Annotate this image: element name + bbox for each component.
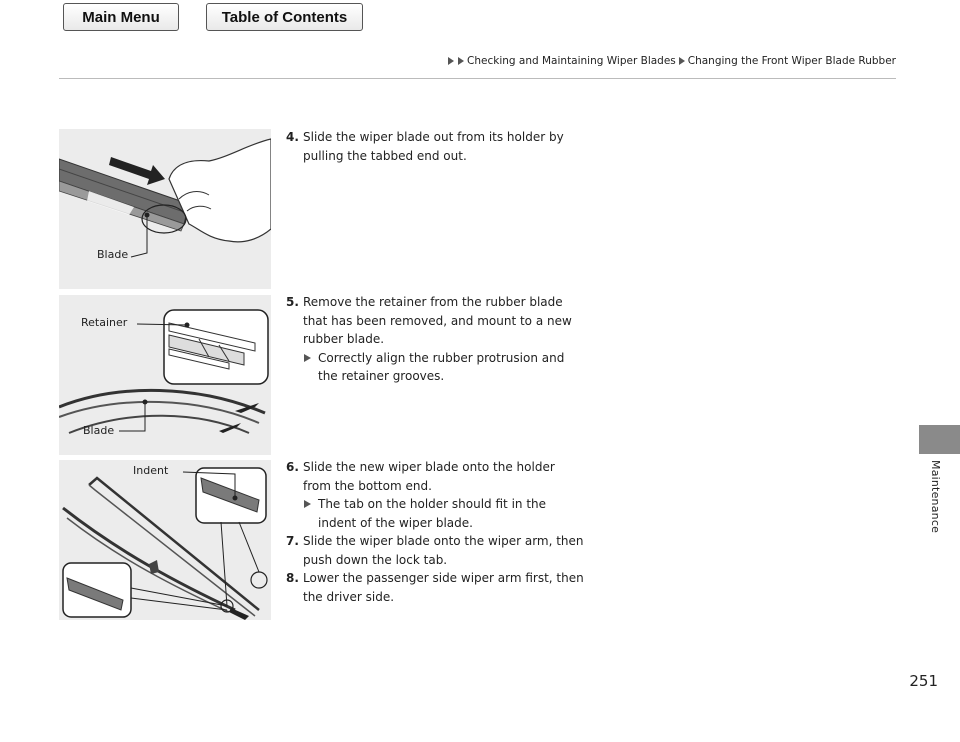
blade-label: Blade bbox=[83, 424, 115, 437]
main-menu-button[interactable]: Main Menu bbox=[63, 3, 179, 31]
figure-install-blade bbox=[59, 460, 271, 620]
step-text: Slide the new wiper blade onto the holder from the bottom end. bbox=[303, 460, 555, 493]
remove-blade-illustration bbox=[59, 129, 271, 289]
retainer-label: Retainer bbox=[81, 316, 128, 329]
breadcrumb-arrow-icon bbox=[458, 57, 464, 65]
breadcrumb bbox=[447, 55, 896, 67]
step-5-note bbox=[286, 349, 586, 386]
note-arrow-icon bbox=[304, 354, 311, 362]
step-text: Slide the wiper blade out from its holder by pulling the tabbed end out. bbox=[303, 130, 564, 163]
step-7 bbox=[286, 532, 586, 569]
table-of-contents-button[interactable]: Table of Contents bbox=[206, 3, 363, 31]
note-arrow-icon bbox=[304, 500, 311, 508]
breadcrumb-arrow-icon bbox=[448, 57, 454, 65]
step-text: Lower the passenger side wiper arm first, then the driver side. bbox=[303, 571, 584, 604]
section-tab-marker bbox=[919, 425, 960, 454]
install-blade-illustration bbox=[59, 460, 271, 620]
step-number: 5. bbox=[286, 295, 299, 309]
blade-label: Blade bbox=[97, 248, 129, 261]
step-6 bbox=[286, 458, 586, 495]
step-group-6-8 bbox=[286, 458, 586, 606]
page-number: 251 bbox=[909, 672, 938, 690]
step-group-5 bbox=[286, 293, 586, 386]
step-number: 8. bbox=[286, 571, 299, 585]
step-number: 6. bbox=[286, 460, 299, 474]
note-text: The tab on the holder should fit in the indent of the wiper blade. bbox=[318, 497, 547, 530]
section-label: Maintenance bbox=[929, 460, 942, 534]
step-group-4 bbox=[286, 128, 586, 165]
step-4 bbox=[286, 128, 586, 165]
step-text: Remove the retainer from the rubber blade that has been removed, and mount to a new rubber blade. bbox=[303, 295, 572, 346]
breadcrumb-arrow-icon bbox=[679, 57, 685, 65]
step-8 bbox=[286, 569, 586, 606]
header-divider bbox=[59, 78, 896, 79]
figure-remove-blade bbox=[59, 129, 271, 289]
note-text: Correctly align the rubber protrusion and the retainer grooves. bbox=[318, 350, 565, 383]
step-text: Slide the wiper blade onto the wiper arm, then push down the lock tab. bbox=[303, 534, 584, 567]
breadcrumb-parent[interactable]: Checking and Maintaining Wiper Blades bbox=[467, 55, 676, 67]
figure-retainer bbox=[59, 295, 271, 455]
indent-label: Indent bbox=[133, 464, 169, 477]
step-number: 7. bbox=[286, 534, 299, 548]
step-number: 4. bbox=[286, 130, 299, 144]
breadcrumb-current: Changing the Front Wiper Blade Rubber bbox=[687, 55, 896, 67]
step-5 bbox=[286, 293, 586, 349]
step-6-note bbox=[286, 495, 586, 532]
